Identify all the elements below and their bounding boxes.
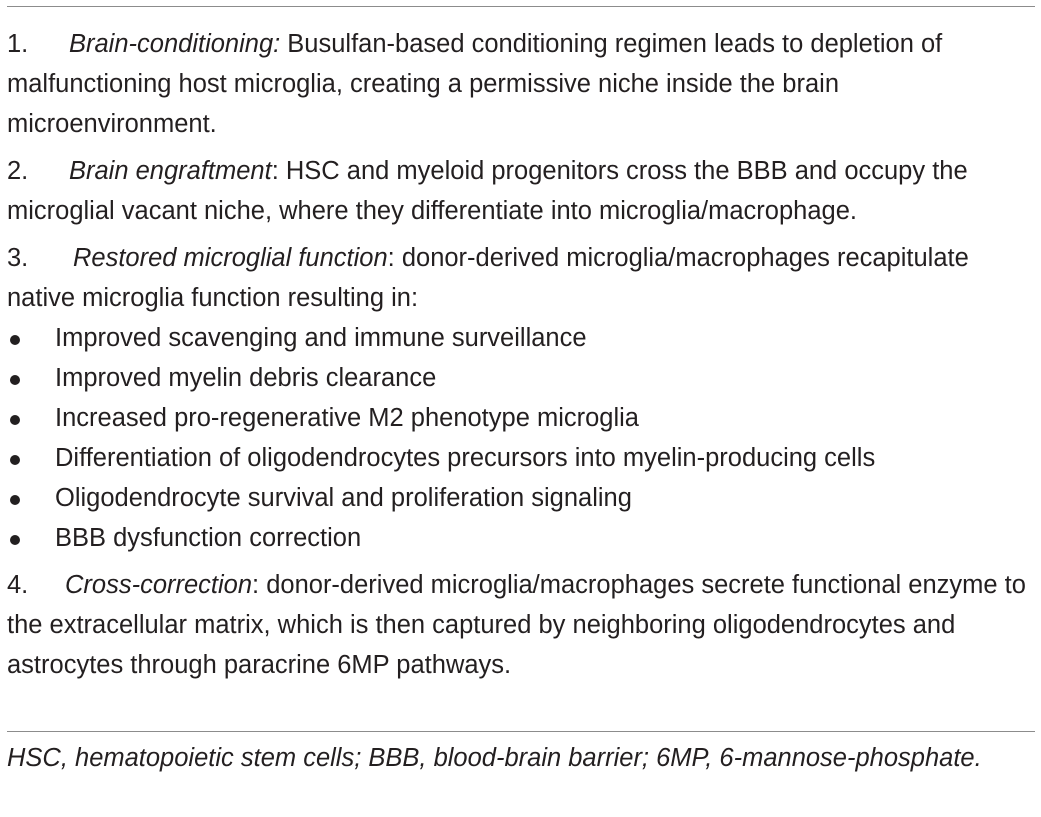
list-item <box>7 151 1035 231</box>
bullet-text: Improved myelin debris clearance <box>55 364 437 392</box>
bullet-text: Increased pro-regenerative M2 phenotype microglia <box>55 404 639 432</box>
bullet-icon <box>10 375 20 385</box>
bullet-text: Oligodendrocyte survival and proliferation signaling <box>55 484 632 512</box>
bullet-item <box>7 318 1035 358</box>
item-heading: Cross-correction <box>65 571 253 599</box>
bullet-text: BBB dysfunction correction <box>55 524 362 552</box>
bullet-list <box>7 318 1035 558</box>
item-heading: Brain engraftment <box>69 157 272 185</box>
bullet-item <box>7 518 1035 558</box>
bullet-text: Improved scavenging and immune surveillance <box>55 324 587 352</box>
bullet-icon <box>10 455 20 465</box>
table-footnote: HSC, hematopoietic stem cells; BBB, blood-brain barrier; 6MP, 6-mannose-phosphate. <box>7 744 982 772</box>
item-text: : donor-derived microglia/macrophages secrete functional enzyme to the extracellular matrix, which is then captured by neighboring oligodendrocytes and astrocytes through paracrine 6MP pathways. <box>7 571 1026 679</box>
item-number: 2. <box>7 157 29 185</box>
bullet-icon <box>10 415 20 425</box>
item-text: : HSC and myeloid progenitors cross the BBB and occupy the microglial vacant niche, where they differentiate into microglia/macrophage. <box>7 157 968 225</box>
item-number: 3. <box>7 244 29 272</box>
item-heading: Brain-conditioning: <box>69 30 281 58</box>
bullet-icon <box>10 495 20 505</box>
footnote-rule <box>7 731 1035 732</box>
item-text: Busulfan-based conditioning regimen leads to depletion of malfunctioning host microglia, creating a permissive niche inside the brain microenvironment. <box>7 30 943 138</box>
bullet-icon <box>10 335 20 345</box>
top-rule <box>7 6 1035 7</box>
item-text: : donor-derived microglia/macrophages recapitulate native microglia function resulting in: <box>7 244 969 312</box>
table-body <box>7 24 1035 692</box>
item-heading: Restored microglial function <box>73 244 388 272</box>
item-number: 4. <box>7 571 29 599</box>
bullet-item <box>7 438 1035 478</box>
list-item <box>7 238 1035 318</box>
bullet-item <box>7 358 1035 398</box>
bullet-item <box>7 398 1035 438</box>
bullet-icon <box>10 535 20 545</box>
bullet-text: Differentiation of oligodendrocytes precursors into myelin-producing cells <box>55 444 876 472</box>
list-item <box>7 24 1035 144</box>
bullet-item <box>7 478 1035 518</box>
item-number: 1. <box>7 30 29 58</box>
list-item <box>7 565 1035 685</box>
